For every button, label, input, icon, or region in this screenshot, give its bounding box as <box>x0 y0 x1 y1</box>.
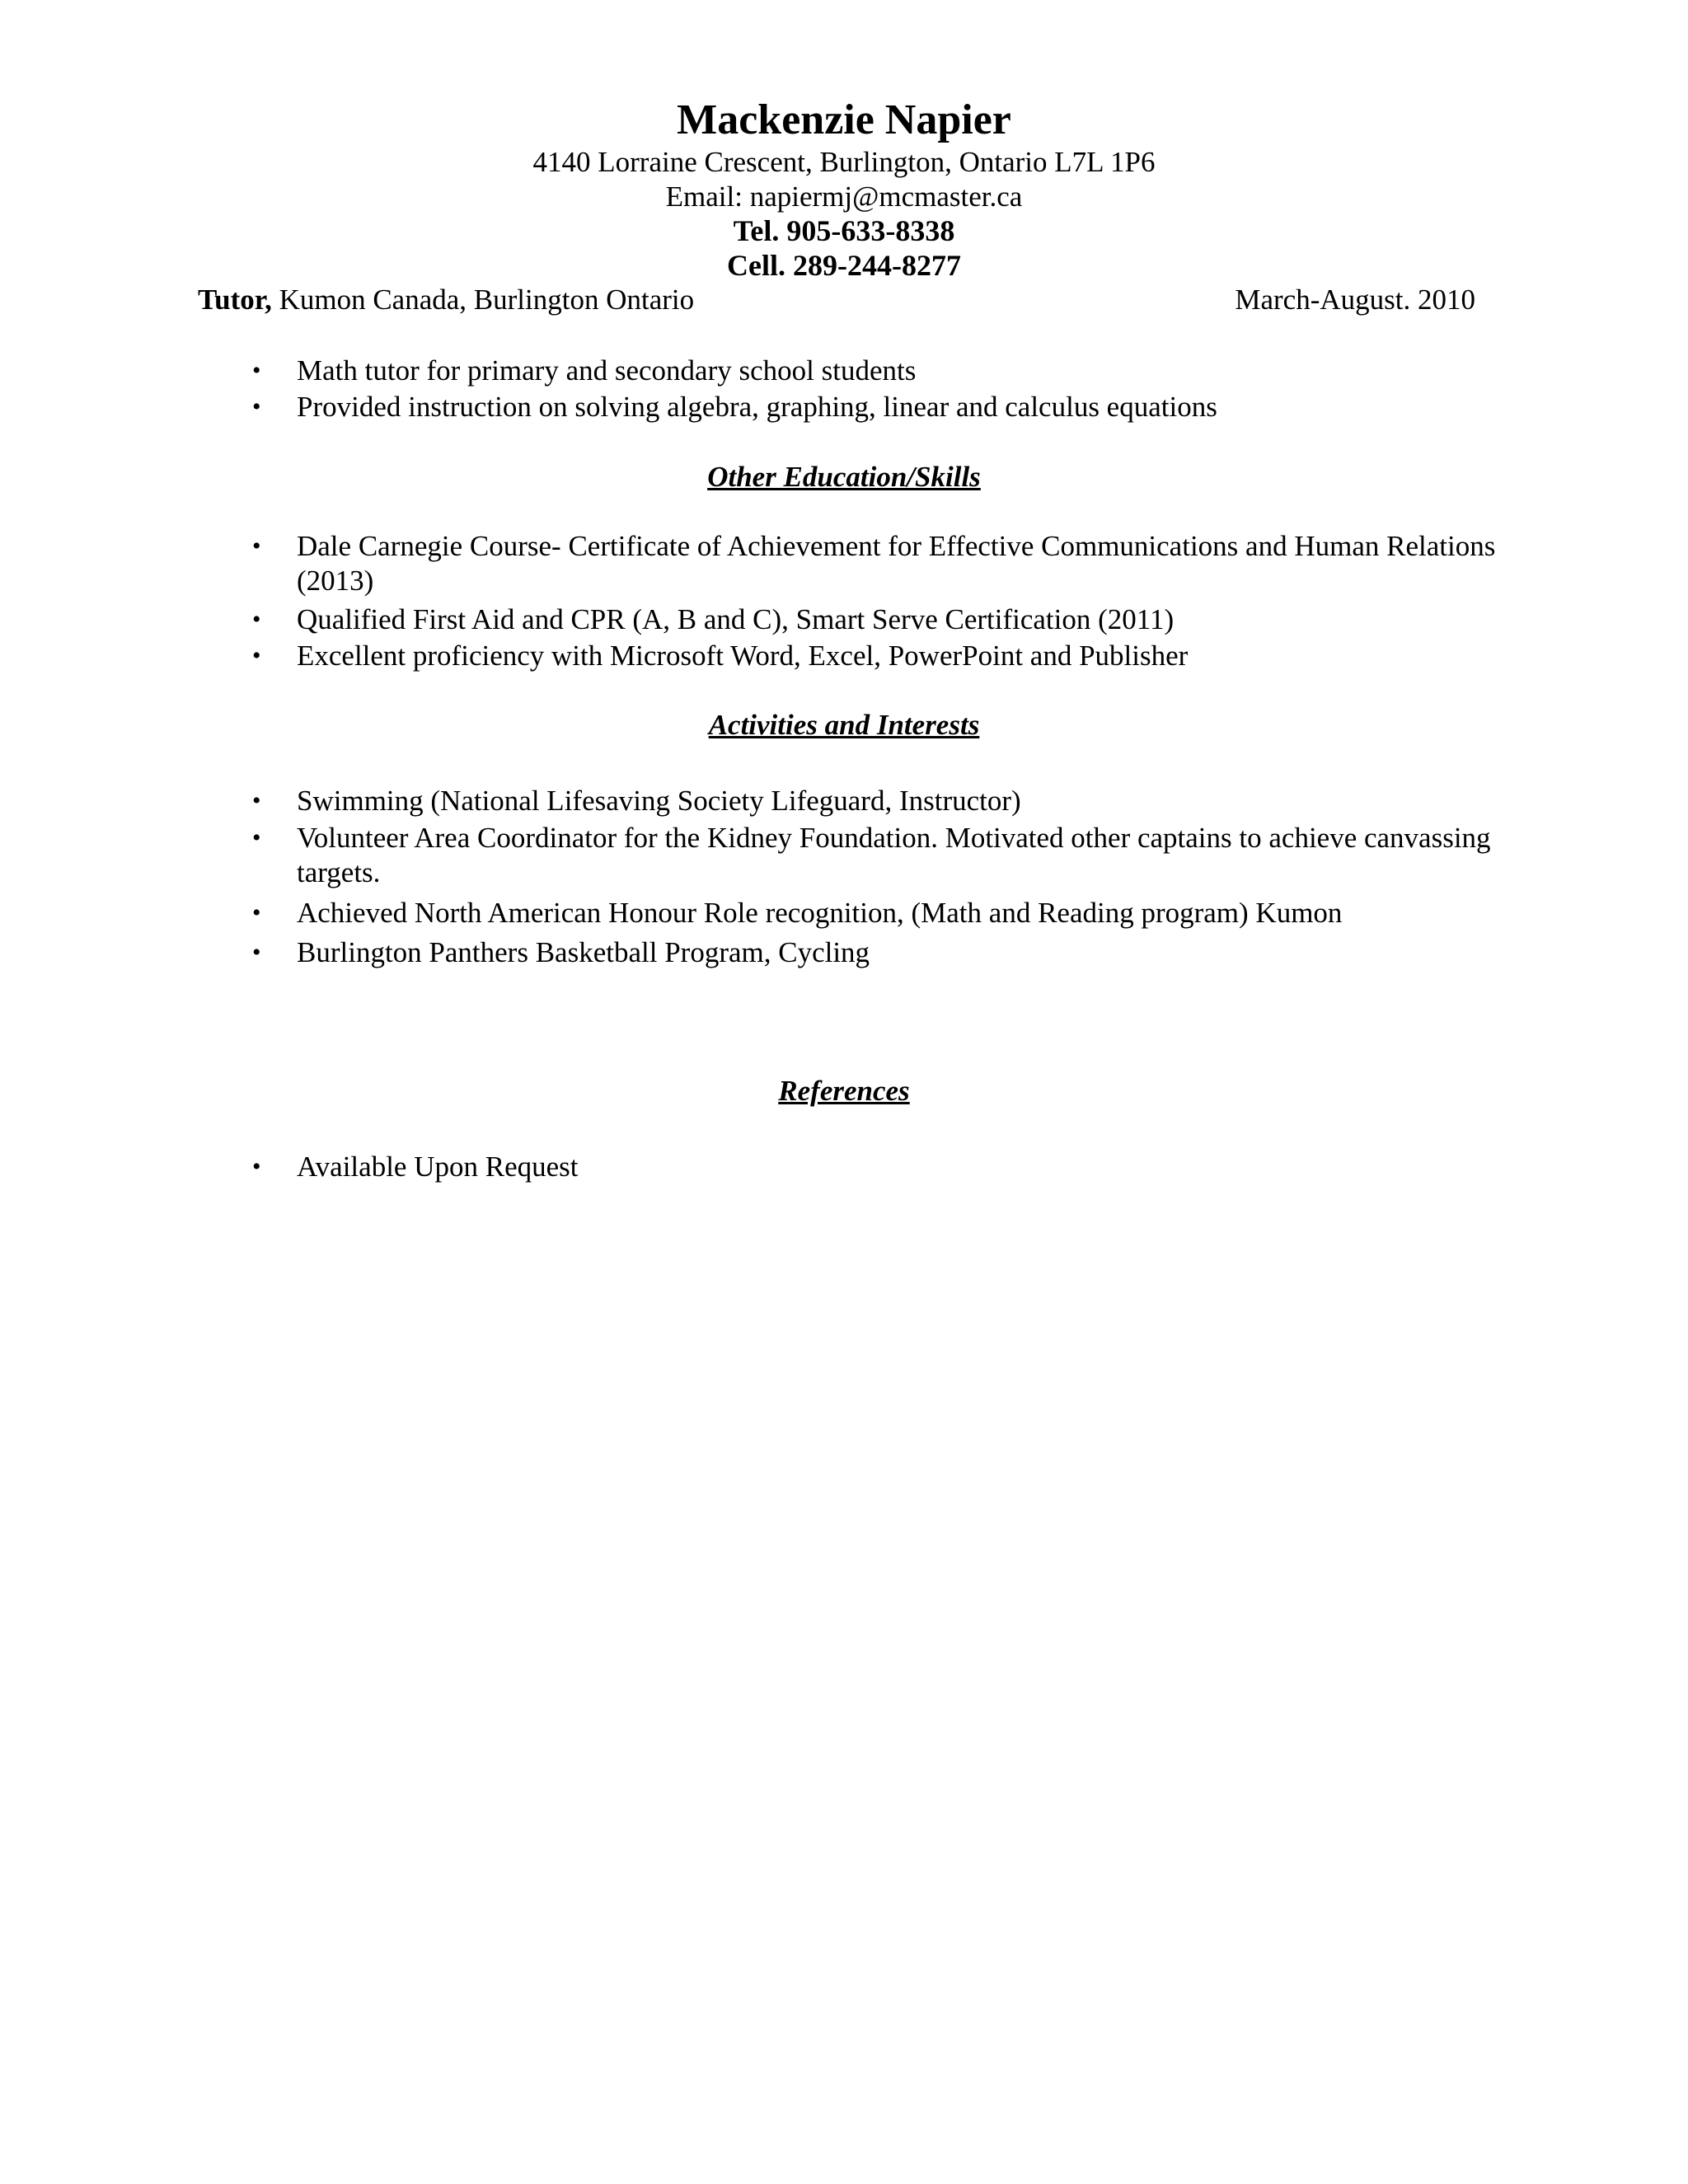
list-item-text: Excellent proficiency with Microsoft Word, Excel, PowerPoint and Publisher <box>297 640 1189 672</box>
bullet-icon: • <box>252 393 261 420</box>
list-item <box>252 781 1500 821</box>
list-item <box>252 821 1500 890</box>
list-item-text: Volunteer Area Coordinator for the Kidney Foundation. Motivated other captains to achieve canvassing targets. <box>297 822 1491 888</box>
list-item-text: Swimming (National Lifesaving Society Lifeguard, Instructor) <box>297 785 1021 817</box>
references-list <box>252 1149 1500 1185</box>
education-list <box>252 529 1500 674</box>
bullet-icon: • <box>252 532 261 560</box>
activities-heading: Activities and Interests <box>708 709 980 741</box>
job-role: Tutor, <box>198 284 272 316</box>
list-item-text: Provided instruction on solving algebra, graphing, linear and calculus equations <box>297 391 1217 423</box>
bullet-icon: • <box>252 1153 261 1180</box>
bullet-icon: • <box>252 642 261 669</box>
list-item-text: Achieved North American Honour Role recognition, (Math and Reading program) Kumon <box>297 897 1343 929</box>
list-item <box>252 1149 1500 1185</box>
job-entry <box>198 282 1475 318</box>
list-item-text: Dale Carnegie Course- Certificate of Achievement for Effective Communications and Human Relations (2013) <box>297 530 1496 597</box>
address-line: 4140 Lorraine Crescent, Burlington, Ontario L7L 1P6 <box>532 146 1156 178</box>
experience-list <box>252 353 1500 425</box>
email-line: Email: napiermj@mcmaster.ca <box>665 180 1023 213</box>
list-item-text: Math tutor for primary and secondary school students <box>297 354 917 387</box>
list-item <box>252 893 1500 933</box>
references-heading: References <box>778 1075 910 1107</box>
activities-list <box>252 781 1500 972</box>
list-item <box>252 529 1500 598</box>
bullet-icon: • <box>252 606 261 633</box>
list-item <box>252 602 1500 638</box>
applicant-name: Mackenzie Napier <box>677 96 1011 143</box>
list-item <box>252 353 1500 389</box>
list-item <box>252 638 1500 674</box>
job-dates: March-August. 2010 <box>1235 284 1475 316</box>
list-item-text: Available Upon Request <box>297 1151 579 1183</box>
job-employer: Kumon Canada, Burlington Ontario <box>271 284 695 316</box>
list-item <box>252 389 1500 425</box>
bullet-icon: • <box>252 899 261 926</box>
list-item-text: Burlington Panthers Basketball Program, Cycling <box>297 936 870 968</box>
list-item <box>252 933 1500 972</box>
bullet-icon: • <box>252 787 261 814</box>
bullet-icon: • <box>252 939 261 966</box>
telephone-line: Tel. 905-633-8338 <box>733 214 955 247</box>
education-heading: Other Education/Skills <box>707 461 981 493</box>
list-item-text: Qualified First Aid and CPR (A, B and C), Smart Serve Certification (2011) <box>297 603 1175 635</box>
bullet-icon: • <box>252 357 261 384</box>
cell-line: Cell. 289-244-8277 <box>727 249 961 282</box>
bullet-icon: • <box>252 824 261 851</box>
